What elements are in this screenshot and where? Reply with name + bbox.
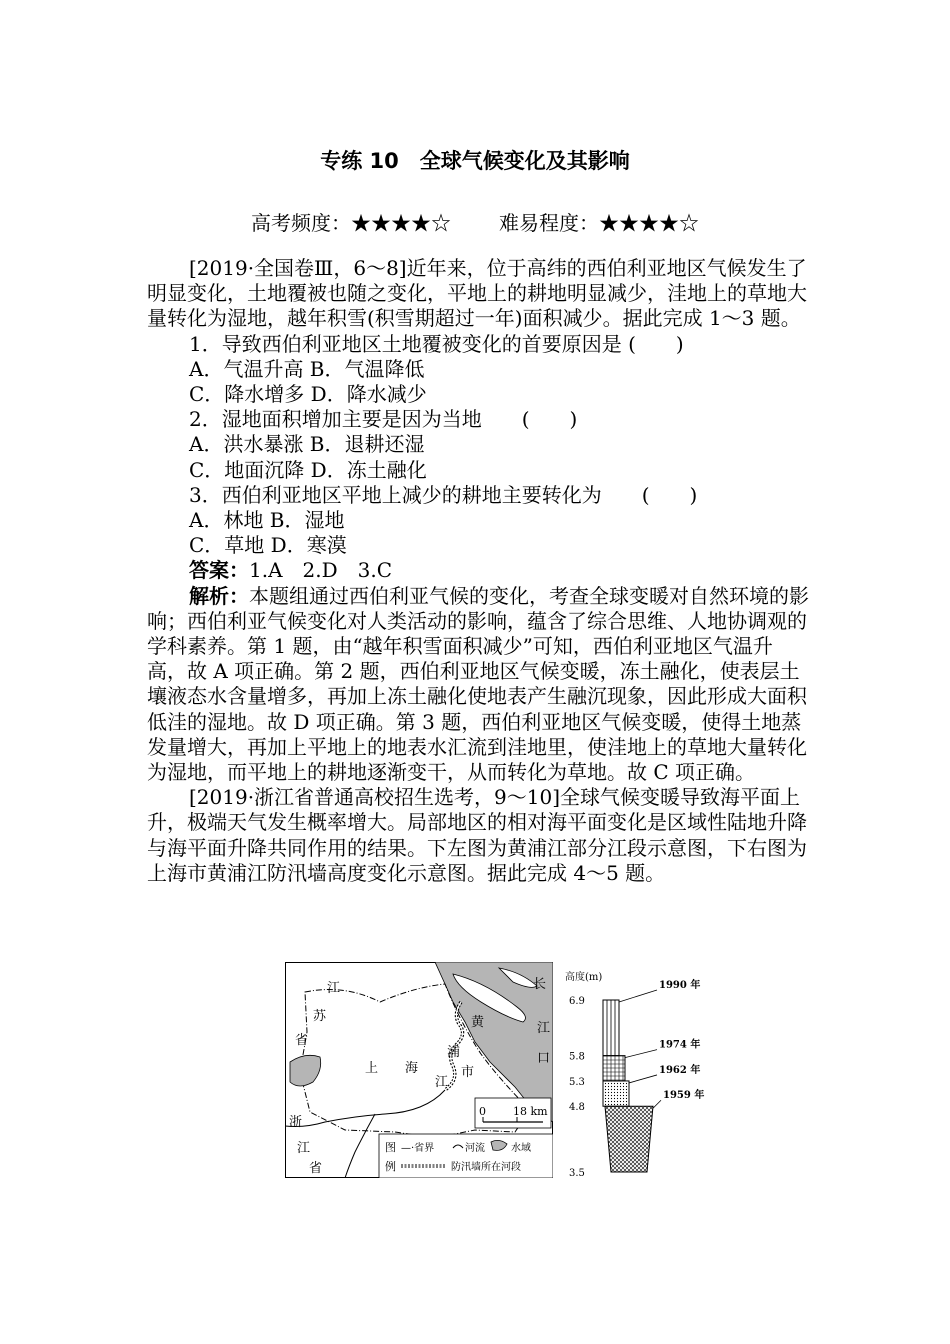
label-changjiang-2: 江 — [537, 1021, 551, 1036]
answer-label: 答案： — [189, 558, 249, 583]
answer-line — [147, 558, 809, 583]
floodwall-height-chart — [565, 962, 735, 1184]
question-1-stem: 1．导致西伯利亚地区土地覆被变化的首要原因是 ( ) — [189, 331, 684, 356]
answer-text: 1.A 2.D 3.C — [249, 558, 393, 583]
analysis-text: 本题组通过西伯利亚气候的变化，考查全球变暖对自然环境的影响；西伯利亚气候变化对人类活动的影响，蕴含了综合思维、人地协调观的学科素养。第 1 题，由“越年积雪面积减少”可知，西伯利亚地区气温升高，故 A 项正确。第 2 题，西伯利亚地区气候变暖，冻土融化，使表层土壤液态水含量增多，再加上冻土融化使地表产生融沉现象，因此形成大面积低洼的湿地。故 D 项正确。第 3 题，西伯利亚地区气候变暖，使得土地蒸发量增大，再加上平地上的地表水汇流到洼地里，使洼地上的草地大量转化为湿地，而平地上的耕地逐渐变干，从而转化为草地。故 C 项正确。 — [147, 583, 809, 785]
label-jiangsu-3: 省 — [295, 1033, 309, 1048]
label-changjiang-1: 长 — [533, 977, 547, 992]
year-leader-line — [619, 990, 657, 1002]
year-label: 1962 年 — [659, 1064, 701, 1076]
bar-segment — [603, 1056, 625, 1081]
label-jiangsu-2: 苏 — [313, 1009, 327, 1024]
map-legend — [379, 1134, 553, 1178]
analysis-paragraph — [147, 584, 809, 786]
question-3-options-cd: C．草地 D．寒漠 — [189, 533, 347, 558]
label-jiangsu-1: 江 — [327, 981, 341, 996]
y-tick-label: 6.9 — [569, 996, 585, 1007]
difficulty-stars: ★★★★☆ — [599, 211, 699, 235]
chart-ylabel: 高度(m) — [565, 972, 603, 983]
legend-li: 例 — [385, 1160, 396, 1173]
bar-segment — [605, 1106, 653, 1172]
year-leader-line — [625, 1050, 657, 1058]
scale-zero: 0 — [479, 1105, 486, 1118]
question-3-options-ab: A．林地 B．湿地 — [189, 508, 345, 533]
y-tick-label: 5.3 — [569, 1076, 585, 1088]
label-huangpu-3: 江 — [435, 1075, 449, 1090]
question-1-options-ab: A．气温升高 B．气温降低 — [189, 356, 425, 381]
scale-bar — [475, 1098, 551, 1128]
year-label: 1974 年 — [659, 1039, 701, 1051]
group1-intro: [2019·全国卷Ⅲ，6～8]近年来，位于高纬的西伯利亚地区气候发生了明显变化，土地覆被也随之变化，平地上的耕地明显减少，洼地上的草地大量转化为湿地，越年积雪(积雪期超过一年)面积减少。据此完成 1～3 题。 — [147, 256, 807, 331]
y-tick-label: 5.8 — [569, 1051, 585, 1063]
legend-border: —·省界 — [401, 1143, 435, 1154]
year-leader-line — [629, 1075, 657, 1083]
year-label: 1990 年 — [659, 980, 701, 991]
question-2-options-ab: A．洪水暴涨 B．退耕还湿 — [189, 432, 425, 457]
legend-water: 水域 — [511, 1143, 531, 1154]
year-leader-line — [653, 1100, 661, 1108]
difficulty-label: 难易程度： — [499, 211, 599, 235]
label-shanghai-2: 海 — [405, 1061, 419, 1076]
label-changjiang-3: 口 — [537, 1051, 551, 1066]
question-2-stem: 2．湿地面积增加主要是因为当地 ( ) — [189, 407, 578, 432]
label-huangpu-1: 黄 — [471, 1015, 485, 1030]
label-shanghai-1: 上 — [365, 1061, 379, 1076]
label-zhejiang-2: 江 — [297, 1141, 311, 1156]
frequency-stars: ★★★★☆ — [351, 211, 451, 235]
label-zhejiang-1: 浙 — [289, 1115, 303, 1130]
year-label: 1959 年 — [663, 1090, 705, 1102]
label-shanghai-3: 市 — [461, 1065, 475, 1080]
question-2-options-cd: C．地面沉降 D．冻土融化 — [189, 457, 427, 482]
bar-segment — [603, 1000, 619, 1056]
question-body — [147, 256, 809, 886]
legend-tu: 图 — [385, 1141, 396, 1154]
legend-river: 河流 — [465, 1143, 485, 1154]
huangpu-map — [285, 962, 553, 1178]
question-1-options-cd: C．降水增多 D．降水减少 — [189, 382, 427, 407]
group2-intro: [2019·浙江省普通高校招生选考，9～10]全球气候变暖导致海平面上升，极端天气发生概率增大。局部地区的相对海平面变化是区域性陆地升降与海平面升降共同作用的结果。下左图为黄浦江部分江段示意图，下右图为上海市黄浦江防汛墙高度变化示意图。据此完成 4～5 题。 — [147, 785, 807, 885]
rating-row — [0, 207, 950, 236]
frequency-label: 高考频度： — [251, 211, 351, 235]
y-tick-label: 3.5 — [569, 1168, 585, 1179]
page-title: 专练 10 全球气候变化及其影响 — [320, 149, 630, 173]
question-3-stem: 3．西伯利亚地区平地上减少的耕地主要转化为 ( ) — [189, 482, 698, 507]
legend-wall: 防汛墙所在河段 — [451, 1162, 521, 1173]
label-huangpu-2: 浦 — [447, 1045, 461, 1060]
scale-distance: 18 km — [513, 1105, 548, 1118]
figure-area — [285, 962, 735, 1184]
bar-segment — [603, 1081, 629, 1106]
y-tick-label: 4.8 — [569, 1102, 585, 1114]
label-zhejiang-3: 省 — [309, 1161, 323, 1176]
analysis-label: 解析： — [189, 583, 249, 608]
